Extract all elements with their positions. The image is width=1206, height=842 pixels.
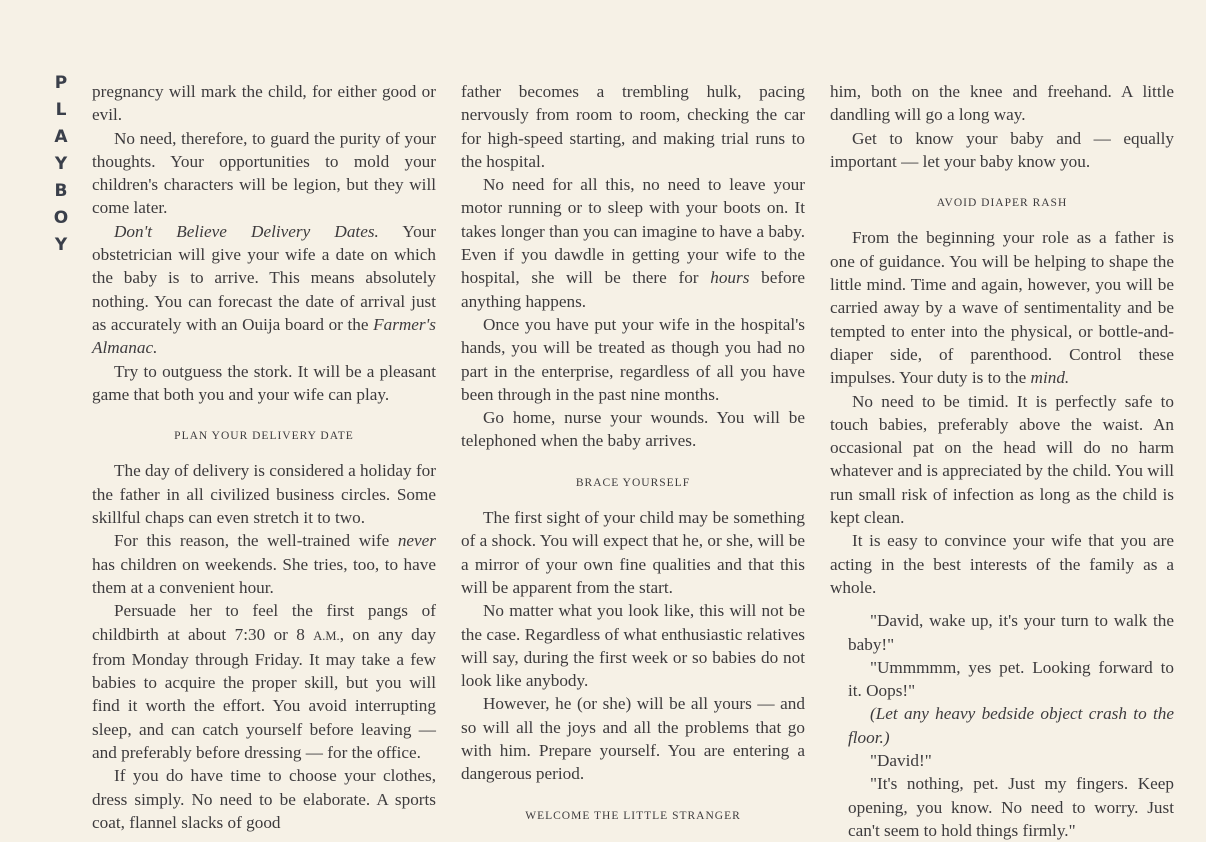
paragraph: [830, 226, 1174, 389]
paragraph: [92, 529, 436, 599]
spine-letter: P: [54, 73, 68, 93]
paragraph: The first sight of your child may be something of a shock. You will expect that he, or she, will be a mirror of your own fine qualities and that this will be apparent from the start.: [461, 508, 805, 597]
italic-text: Farmer's Almanac.: [92, 314, 436, 358]
italic-text: never: [397, 531, 436, 551]
paragraph: Once you have put your wife in the hospital's hands, you will be treated as though you had no part in the enterprise, regardless of all you have been through in the past nine months.: [461, 314, 805, 404]
text-column-1: [92, 80, 436, 834]
paragraph-text: has children on weekends. She tries, too, to have them at a convenient hour.: [92, 554, 436, 597]
paragraph: him, both on the knee and freehand. A little dandling will go a long way.: [830, 82, 1174, 125]
text-column-2: [461, 80, 805, 839]
stage-direction: (Let any heavy bedside object crash to the floor.): [848, 704, 1174, 747]
dialogue-line: "Ummmmm, yes pet. Looking forward to it. Oops!": [848, 657, 1174, 701]
playboy-spine-title: [50, 75, 72, 264]
paragraph-text: For this reason, the well-trained wife: [114, 531, 398, 551]
paragraph: It is easy to convince your wife that you are acting in the best interests of the family as a whole.: [830, 531, 1174, 597]
paragraph: However, he (or she) will be all yours — and so will all the joys and all the problems that go with him. Prepare yourself. You are entering a dangerous period.: [461, 694, 805, 784]
paragraph: Go home, nurse your wounds. You will be telephoned when the baby arrives.: [461, 408, 805, 451]
paragraph-text: , on any day from Monday through Friday. It may take a few babies to acquire the proper skill, but you will find it worth the effort. You avoid interrupting sleep, and can catch yourself before leaving — and preferably before dressing — for the office.: [92, 624, 436, 763]
text-column-3: [830, 80, 1174, 842]
paragraph: Get to know your baby and — equally important — let your baby know you.: [830, 128, 1174, 171]
paragraph-text: No need for all this, no need to leave your motor running or to sleep with your boots on. It takes longer than you can imagine to have a baby. Even if you dawdle in getting your wife to the hospital, she will be there for: [461, 175, 805, 288]
dialogue-line: "It's nothing, pet. Just my fingers. Keep opening, you know. No need to worry. Just can't seem to hold things firmly.": [848, 774, 1174, 840]
paragraph: No need, therefore, to guard the purity of your thoughts. Your opportunities to mold your children's characters will be legion, but they will come later.: [92, 128, 436, 218]
section-heading: PLAN YOUR DELIVERY DATE: [174, 430, 354, 443]
spine-letter: B: [54, 181, 68, 201]
paragraph: [92, 599, 436, 764]
italic-text: hours: [710, 268, 750, 288]
spine-letter: Y: [54, 154, 68, 174]
dialogue-line: "David, wake up, it's your turn to walk the baby!": [848, 611, 1174, 654]
run-in-heading: Don't Believe Delivery Dates.: [114, 221, 379, 241]
small-caps-text: A.M.: [313, 628, 340, 643]
paragraph: If you do have time to choose your clothes, dress simply. No need to be elaborate. A sports coat, flannel slacks of good: [92, 766, 436, 832]
paragraph: pregnancy will mark the child, for either good or evil.: [92, 82, 436, 125]
italic-text: mind.: [1030, 368, 1070, 388]
spine-letter: O: [53, 208, 69, 228]
dialogue-block: [848, 609, 1174, 842]
spine-letter: L: [55, 100, 67, 120]
section-heading: WELCOME THE LITTLE STRANGER: [525, 809, 741, 822]
dialogue-line: "David!": [870, 751, 932, 771]
paragraph: [461, 173, 805, 313]
paragraph: No matter what you look like, this will not be the case. Regardless of what enthusiastic relatives will say, during the first week or so babies do not look like anybody.: [461, 601, 805, 691]
paragraph-text: Persuade her to feel the first pangs of childbirth at about 7:30 or 8: [92, 601, 436, 644]
paragraph: No need to be timid. It is perfectly safe to touch babies, preferably above the waist. An occasional pat on the head will do no harm whatever and is appreciated by the child. You will run small risk of infection as long as the child is kept clean.: [830, 391, 1174, 528]
paragraph: The day of delivery is considered a holiday for the father in all civilized business circles. Some skillful chaps can even stretch it to two.: [92, 461, 436, 528]
spine-letter: Y: [54, 235, 68, 255]
spine-letter: A: [54, 127, 68, 147]
section-heading: AVOID DIAPER RASH: [936, 197, 1068, 210]
paragraph-text: From the beginning your role as a father is one of guidance. You will be helping to shape the little mind. Time and again, however, you will be carried away by a wave of sentimentality and be tempted to enter into the physical, or bottle-and-diaper side, of parenthood. Control these impulses. Your duty is to the: [830, 228, 1174, 388]
section-heading: BRACE YOURSELF: [575, 476, 691, 489]
paragraph: Try to outguess the stork. It will be a pleasant game that both you and your wife can play.: [92, 361, 436, 404]
paragraph-text: Your obstetrician will give your wife a date on which the baby is to arrive. This means absolutely nothing. You can forecast the date of arrival just as accurately with an Ouija board or the: [92, 221, 436, 334]
paragraph: [92, 220, 436, 360]
paragraph: father becomes a trembling hulk, pacing nervously from room to room, checking the car for high-speed starting, and making trial runs to the hospital.: [461, 82, 805, 171]
paragraph-text: before anything happens.: [461, 268, 805, 311]
